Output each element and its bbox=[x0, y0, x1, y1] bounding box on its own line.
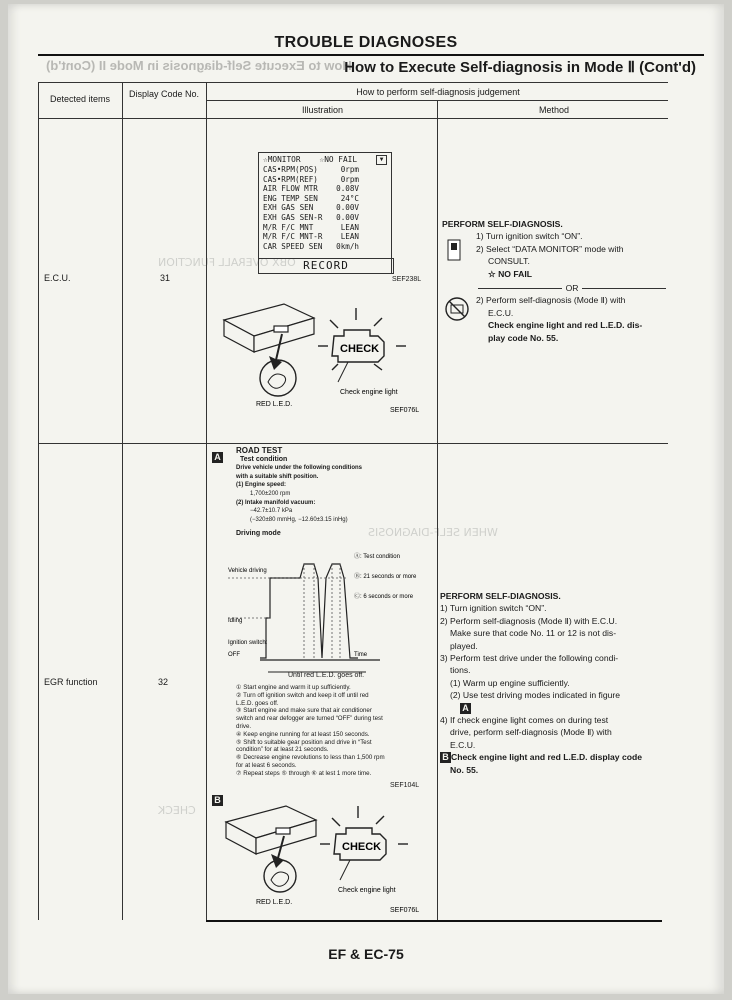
method-step: 2) Perform self-diagnosis (Mode Ⅱ) with E.C.U. bbox=[440, 615, 618, 626]
method-step: No. 55. bbox=[450, 764, 479, 775]
egr-step: ③ Start engine and make sure that air conditioner switch and rear defogger are turned “OFF” during test drive. bbox=[236, 707, 383, 730]
figure-badge-a: A bbox=[212, 447, 223, 465]
method-title: PERFORM SELF-DIAGNOSIS. bbox=[440, 591, 561, 601]
no-fail-label: ☆NO FAIL bbox=[319, 155, 358, 164]
header-rule bbox=[38, 54, 704, 56]
monitor-line bbox=[263, 165, 387, 175]
egr-step: ⑤ Shift to suitable gear position and drive in “Test condition” for at least 21 seconds. bbox=[236, 738, 372, 754]
egr-step: ① Start engine and warm it up sufficiently. bbox=[236, 684, 351, 691]
header-how-to-perform: How to perform self-diagnosis judgement bbox=[356, 87, 520, 97]
monitor-label: CAS•RPM(POS) bbox=[263, 165, 318, 174]
method-step: 2) Select “DATA MONITOR” mode with bbox=[476, 243, 624, 254]
monitor-value: 24°C bbox=[340, 193, 359, 203]
consult-monitor-screen bbox=[258, 152, 392, 274]
egr-steps bbox=[236, 684, 386, 778]
monitor-label: CAR SPEED SEN bbox=[263, 241, 323, 251]
monitor-label: AIR FLOW MTR bbox=[263, 184, 318, 194]
method-step: B Check engine light and red L.E.D. display code bbox=[440, 751, 666, 763]
egr-step: ⑦ Repeat steps ⑤ through ⑥ at lest 1 more time. bbox=[236, 769, 372, 777]
mirror-ghost-title: How to Execute Self-diagnosis in Mode II (Cont'd) bbox=[46, 58, 352, 73]
method-step: E.C.U. bbox=[450, 739, 476, 750]
monitor-title: ☆MONITOR bbox=[263, 155, 301, 164]
monitor-label: M/R F/C MNT-R bbox=[263, 232, 323, 242]
method-step: (1) Warm up engine sufficiently. bbox=[450, 677, 570, 688]
monitor-lines bbox=[263, 165, 387, 251]
egr-detected-item: EGR function bbox=[44, 677, 98, 687]
method-step: tions. bbox=[450, 665, 471, 676]
idling-label: Idling bbox=[228, 618, 243, 624]
record-button: RECORD bbox=[258, 258, 394, 274]
method-step: drive, perform self-diagnosis (Mode Ⅱ) with bbox=[450, 727, 612, 738]
driving-mode-title: Driving mode bbox=[236, 530, 281, 538]
ecu-code-no: 31 bbox=[160, 273, 171, 283]
cond-intro: with a suitable shift position. bbox=[236, 473, 319, 480]
header-illustration: Illustration bbox=[301, 105, 344, 115]
header-display-code: Display Code No. bbox=[128, 89, 200, 99]
monitor-label: M/R F/C MNT bbox=[263, 222, 314, 232]
method-step: E.C.U. bbox=[488, 307, 514, 318]
bleed-through-text: CHECK bbox=[158, 804, 196, 817]
monitor-value: 0.00V bbox=[336, 212, 359, 222]
header-detected-items: Detected items bbox=[49, 94, 111, 104]
monitor-value: LEAN bbox=[340, 222, 359, 232]
method-step: play code No. 55. bbox=[488, 332, 559, 343]
fig-code-sef238l: SEF238L bbox=[392, 276, 422, 283]
check-label: CHECK bbox=[342, 841, 382, 853]
header-method: Method bbox=[538, 105, 570, 115]
ecu-method bbox=[442, 218, 666, 344]
method-step: 1) Turn ignition switch “ON”. bbox=[476, 231, 583, 242]
monitor-line bbox=[263, 223, 387, 233]
monitor-label: CAS•RPM(REF) bbox=[263, 174, 318, 184]
scroll-down-icon: ▼ bbox=[376, 155, 387, 165]
egr-method bbox=[440, 590, 666, 776]
time-label: Time bbox=[354, 652, 368, 658]
driving-mode-diagram bbox=[228, 548, 438, 678]
monitor-line bbox=[263, 242, 387, 252]
monitor-value: LEAN bbox=[340, 232, 359, 242]
monitor-line bbox=[263, 232, 387, 242]
method-step: 2) Perform self-diagnosis (Mode Ⅱ) with bbox=[476, 295, 626, 306]
check-label: CHECK bbox=[340, 343, 380, 355]
cond-intro: Drive vehicle under the following conditions bbox=[236, 465, 363, 472]
egr-step: ④ Keep engine running for at least 150 seconds. bbox=[236, 730, 370, 738]
monitor-line bbox=[263, 203, 387, 213]
method-title: PERFORM SELF-DIAGNOSIS. bbox=[442, 219, 563, 229]
fig-code-sef076l: SEF076L bbox=[390, 407, 420, 414]
monitor-label: EXH GAS SEN-R bbox=[263, 212, 323, 222]
legend-c: Ⓒ: 6 seconds or more bbox=[354, 594, 414, 600]
cond-engine-speed: (1) Engine speed: bbox=[236, 482, 287, 489]
monitor-line bbox=[263, 194, 387, 204]
method-step: Make sure that code No. 11 or 12 is not dis- bbox=[450, 628, 617, 639]
fig-code-sef076l: SEF076L bbox=[390, 907, 420, 914]
vehicle-driving-label: Vehicle driving bbox=[228, 568, 267, 574]
or-divider bbox=[442, 282, 666, 294]
egr-ecu-check-engine-illustration bbox=[214, 796, 436, 918]
check-engine-light-label: Check engine light bbox=[338, 887, 396, 894]
monitor-line bbox=[263, 184, 387, 194]
check-engine-lamp-icon bbox=[318, 308, 406, 370]
monitor-value: 0.08V bbox=[336, 184, 359, 194]
ecu-check-engine-illustration bbox=[214, 290, 436, 430]
bleed-through-text: WHEN SELF-DIAGNOSIS bbox=[368, 526, 498, 539]
egr-step: ② Turn off ignition switch and keep it off until red L.E.D. goes off. bbox=[236, 691, 369, 707]
method-step: 4) If check engine light comes on during test bbox=[440, 715, 609, 726]
legend-a: Ⓐ: Test condition bbox=[354, 554, 400, 560]
method-step: 3) Perform test drive under the following condi- bbox=[440, 653, 619, 664]
page-number: EF & EC-75 bbox=[328, 946, 404, 962]
red-led-label: RED L.E.D. bbox=[256, 899, 293, 906]
method-step: played. bbox=[450, 640, 478, 651]
or-label: OR bbox=[565, 283, 579, 294]
check-engine-light-label: Check engine light bbox=[340, 389, 398, 396]
fig-code-sef104l: SEF104L bbox=[390, 782, 420, 789]
monitor-value: 0rpm bbox=[340, 174, 359, 184]
road-test-title: ROAD TEST bbox=[236, 446, 283, 455]
egr-step: ⑥ Decrease engine revolutions to less than 1,500 rpm for at least 6 seconds. bbox=[236, 754, 385, 769]
monitor-label: EXH GAS SEN bbox=[263, 203, 314, 213]
cond-engine-speed-value: 1,700±200 rpm bbox=[250, 490, 291, 497]
monitor-value: 0rpm bbox=[340, 165, 359, 174]
figure-badge-b: B bbox=[212, 790, 223, 808]
monitor-line bbox=[263, 175, 387, 185]
ecu-detected-item: E.C.U. bbox=[44, 273, 71, 283]
page-title: How to Execute Self-diagnosis in Mode Ⅱ (Cont'd) bbox=[344, 59, 696, 76]
test-condition-title: Test condition bbox=[240, 455, 288, 463]
cond-vacuum-value: −42.7±10.7 kPa bbox=[250, 508, 293, 515]
ecu-no-icon bbox=[444, 296, 470, 322]
off-label: OFF bbox=[228, 652, 240, 658]
bottom-rule bbox=[206, 920, 662, 922]
method-step: Check engine light and red L.E.D. dis- bbox=[488, 320, 643, 331]
ignition-switch-label: Ignition switch: bbox=[228, 640, 268, 646]
consult-icon bbox=[444, 238, 466, 262]
method-step: ☆ NO FAIL bbox=[488, 268, 532, 279]
section-title: TROUBLE DIAGNOSES bbox=[274, 34, 458, 51]
cond-vacuum-value: (−320±80 mmHg, −12.60±3.15 inHg) bbox=[250, 516, 348, 523]
egr-code-no: 32 bbox=[158, 677, 169, 687]
monitor-label: ENG TEMP SEN bbox=[263, 193, 318, 203]
cond-vacuum: (2) Intake manifold vacuum: bbox=[236, 499, 316, 506]
ecu-unit-icon bbox=[224, 304, 314, 352]
monitor-value: 0km/h bbox=[336, 241, 359, 251]
until-red-led-label: Until red L.E.D. goes off. bbox=[288, 672, 365, 679]
red-led-label: RED L.E.D. bbox=[256, 401, 293, 408]
method-step: 1) Turn ignition switch “ON”. bbox=[440, 603, 547, 614]
road-test-conditions bbox=[236, 447, 432, 539]
monitor-line bbox=[263, 213, 387, 223]
figure-ref-badge-a: A bbox=[440, 702, 666, 714]
method-step: CONSULT. bbox=[488, 256, 530, 267]
monitor-value: 0.00V bbox=[336, 203, 359, 213]
method-step: (2) Use test driving modes indicated in figure bbox=[450, 690, 621, 701]
legend-b: Ⓑ: 21 seconds or more bbox=[354, 574, 417, 580]
bleed-through-text: OBX OVERALL FUNCTION bbox=[158, 256, 296, 269]
